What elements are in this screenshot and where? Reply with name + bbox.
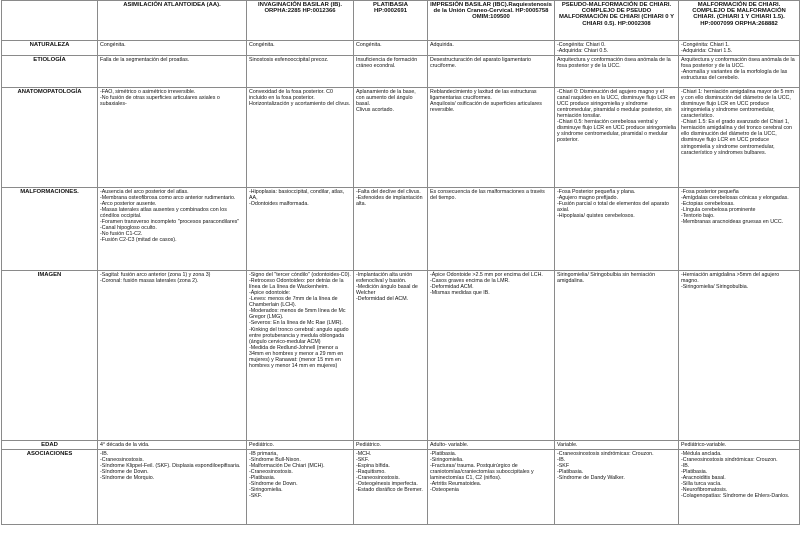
cell-line: -IB primaria, — [249, 451, 278, 458]
cell-line: -Medida de Redlund-Johnell (menor a 34mm en hombres y menor a 29 mm en mujeres) y Ranawat: (menor 15 mm en hombres y menor 14 mm en mujeres) — [249, 344, 344, 369]
cell-line: -Neurofibromatosis. — [681, 487, 728, 494]
cell-line: -Falta del declive del clivus. — [356, 189, 421, 196]
cell-line: -Mismas medidas que IB. — [430, 290, 490, 297]
row-label: ASOCIACIONES — [2, 450, 98, 525]
table-cell — [555, 271, 679, 441]
table-cell — [555, 450, 679, 525]
cell-line: -SKF. — [249, 493, 262, 500]
cell-line: Siringomielia/ Siringobulbia sin herniación amigdalina. — [557, 272, 656, 285]
cell-line: -No fusión de otras superficies articulares axiales o subaxiales- — [100, 95, 220, 108]
cell-line: -Canal hipogloso oculto. — [100, 225, 157, 232]
cell-line: -Odontoides malformada. — [249, 201, 309, 208]
cell-line: -Estado disráfico de Bremer. — [356, 487, 423, 494]
row-label: NATURALEZA — [2, 41, 98, 56]
table-cell — [555, 441, 679, 450]
cell-line: -IB. — [681, 463, 690, 470]
row-label: ETIOLOGÍA — [2, 56, 98, 88]
row-imagen — [2, 271, 800, 441]
row-edad — [2, 441, 800, 450]
cell-line: Variable. — [557, 442, 578, 449]
table-cell — [428, 450, 555, 525]
table-cell — [354, 441, 428, 450]
table-cell — [98, 450, 247, 525]
cell-line: -Chiari 0.5: herniación cerebelosa ventral y disminuye flujo LCR en UCC produce siringomielia y síndrome centromedular, piramidal o medular posterior. — [557, 119, 676, 144]
cell-line: -Malformación De Chiari (MCH). — [249, 463, 325, 470]
cell-line: Adquirida. — [430, 42, 454, 48]
cell-line: Anquilosis/ osificación de superficies articulares reversible. — [430, 101, 542, 114]
cell-line: -Coronal: fusión masas laterales (zona 2). — [100, 278, 199, 285]
row-naturaleza — [2, 41, 800, 56]
cell-line: Adulto- variable. — [430, 442, 469, 449]
table-cell — [679, 88, 800, 188]
cell-line: -Siringomielia/ Siringobulbia. — [681, 284, 749, 291]
table-cell — [247, 441, 354, 450]
row-malformaciones — [2, 188, 800, 271]
table-cell — [555, 188, 679, 271]
cell-line: -Agujero magno prefijado. — [557, 195, 618, 202]
table-cell — [679, 56, 800, 88]
table-cell — [428, 88, 555, 188]
row-etiologia — [2, 56, 800, 88]
cell-line: -Retroceso Odontoideo: por detrás de la línea de La línea de Wackenheim. — [249, 278, 344, 291]
cell-line: -Fusión C2-C3 (mitad de casos). — [100, 237, 177, 244]
cell-line: -Ápice Odontoide >2.5 mm por encima del LCH. — [430, 272, 543, 279]
header-col-pseudo-chiari: PSEUDO-MALFORMACIÓN DE CHIARI. COMPLEJO DE PSEUDO MALFORMACIÓN DE CHIARI (CHIARI 0 Y CHIARI 0.5). HP:0002308 — [555, 1, 679, 41]
cell-line: -Membrana osteofibrosa como arco anterior rudimentario. — [100, 195, 236, 202]
cell-line: -Implantación alta unión esfenoclival y basión. — [356, 272, 413, 285]
header-col-ib: INVAGINACIÓN BASILAR (IB). ORPHA:2285 HP:0012366 — [247, 1, 354, 41]
cell-line: 4° década de la vida. — [100, 442, 150, 449]
header-corner — [2, 1, 98, 41]
cell-line: -Raquitismo. — [356, 469, 386, 476]
cell-line: Pediátrico-variable. — [681, 442, 727, 449]
cell-line: -Colagenopatías: Síndrome de Ehlers-Danlos. — [681, 493, 790, 500]
cell-line: Arquitectura y conformación ósea anómala de la fosa posterior y de la UCC. — [681, 57, 795, 70]
cell-line: -IB. — [557, 457, 566, 464]
cell-line: -Adquirida: Chiari 1.5. — [681, 48, 733, 55]
cell-line: Aplanamiento de la base, con aumento del ángulo basal. — [356, 89, 416, 108]
cell-line: -Artritis Reumatoidea. — [430, 481, 482, 488]
cell-line: -Platibasia. — [681, 469, 708, 476]
cell-line: -Signo del "tercer cóndilo" (odontoides-C0). — [249, 272, 351, 279]
cell-line: -FAO, simétrico o asimétrico irreversible. — [100, 89, 196, 96]
row-anatomopatologia — [2, 88, 800, 188]
cell-line: -Craneosinostosis sindrómicas: Crouzon. — [681, 457, 778, 464]
cell-line: -Médula anclada. — [681, 451, 722, 458]
cell-line: -Membranas aracnoideas gruesas en UCC. — [681, 219, 784, 226]
cell-line: Horizontalización y acortamiento del clivus. — [249, 101, 351, 108]
table-cell — [247, 56, 354, 88]
cell-line: Falla de la segmentación del proatlas. — [100, 57, 190, 64]
table-cell — [98, 56, 247, 88]
cell-line: -Tentorio bajo. — [681, 213, 715, 220]
cell-line: -Craneosinostosis. — [100, 457, 144, 464]
cell-line: -Casos graves encima de la LMR. — [430, 278, 510, 285]
table-cell — [354, 41, 428, 56]
table-cell — [555, 88, 679, 188]
cell-line: Sinostosis esfenooccipital precoz. — [249, 57, 329, 64]
cell-line: -Osteogénesis imperfecta. — [356, 481, 418, 488]
header-row — [2, 1, 800, 41]
table-cell — [428, 271, 555, 441]
cell-line: -Fusión parcial o total de elementos del aparato axial. — [557, 201, 669, 214]
cell-line: Es consecuencia de las malformaciones a través del tiempo. — [430, 189, 545, 202]
table-cell — [428, 41, 555, 56]
header-col-platibasia: PLATIBASIA HP:0002691 — [354, 1, 428, 41]
cell-line: -Síndrome de Morquio. — [100, 475, 155, 482]
cell-line: -Ectopias cerebelosas. — [681, 201, 735, 208]
row-label: MALFORMACIONES. — [2, 188, 98, 271]
cell-line: -SKF. — [356, 457, 369, 464]
table-cell — [679, 271, 800, 441]
cell-line: Reblandecimiento y laxitud de las estructuras ligamentarias cruciformes. — [430, 89, 537, 102]
header-col-ibc: IMPRESIÓN BASILAR (IBC).Raquiestenosis de la Unión Craneo-Cervical. HP:0005758 OMIM:109500 — [428, 1, 555, 41]
table-cell — [247, 188, 354, 271]
cell-line: -Siringomielia. — [249, 487, 283, 494]
table-cell — [428, 188, 555, 271]
table-cell — [98, 441, 247, 450]
cell-line: -Amígdalas cerebelosas cónicas y elongadas. — [681, 195, 789, 202]
cell-line: Convexidad de la fosa posterior. C0 incluido en la fosa posterior. — [249, 89, 333, 102]
cell-line: -Osteopenia — [430, 487, 459, 494]
cell-line: -Chiari 1: herniación amigdalina mayor de 5 mm y con ello disminución del diámetro de la UCC, disminuye flujo LCR en UCC produce siringomielia y síndrome centromedular, característico. — [681, 89, 794, 120]
cell-line: -Ausencia del arco posterior del atlas. — [100, 189, 189, 196]
cell-line: -Leves: menos de 7mm de la línea de Chamberlain (LCH). — [249, 296, 338, 309]
table-cell — [555, 41, 679, 56]
table-cell — [354, 56, 428, 88]
cell-line: -Fosa posterior pequeña — [681, 189, 739, 196]
cell-line: -Arco posterior ausente. — [100, 201, 157, 208]
row-label: IMAGEN — [2, 271, 98, 441]
cell-line: -Platibasia. — [430, 451, 457, 458]
header-col-chiari: MALFORMACIÓN DE CHIARI. COMPLEJO DE MALFORMACIÓN CHIARI. (CHIARI 1 Y CHIARI 1.5). HP:0007099 ORPHA:268882 — [679, 1, 800, 41]
cell-line: Desestructuración del aparato ligamentario cruciforme. — [430, 57, 531, 70]
cell-line: -Síndrome Klippel-Feil. (SKF). Displasia espondiloepifisaria. — [100, 463, 241, 470]
row-asociaciones — [2, 450, 800, 525]
cell-line: -Síndrome Bull-Nixon. — [249, 457, 301, 464]
cell-line: -Medición ángulo basal de Welcher — [356, 284, 418, 297]
cell-line: Congénita. — [249, 42, 275, 48]
cell-line: -Chiari 1.5: Es el grado avanzado del Chiari 1, herniación amigdalina y del tronco cerebral con ello disminución del diámetro de la UCC, disminuye flujo LCR en UCC produce siringomielia y síndrome centromedular, característico y síndromes bulbares. — [681, 119, 793, 156]
cell-line: -Congénita: Chiari 0. — [557, 42, 606, 48]
cell-line: -Platibasia. — [557, 469, 584, 476]
cell-line: Insuficiencia de formación cráneo econdral. — [356, 57, 418, 70]
table-cell — [98, 88, 247, 188]
cell-line: -MCH. — [356, 451, 372, 458]
table-cell — [354, 188, 428, 271]
table-cell — [247, 88, 354, 188]
table-cell — [679, 41, 800, 56]
cell-line: -Platibasia. — [249, 475, 276, 482]
cell-line: -Craneosinostosis. — [249, 469, 293, 476]
cell-line: -Língula cerebelosa prominente — [681, 207, 756, 214]
cell-line: -Fracturas/ trauma. Postquirúrgico de craniotomías/craniectomías suboccipitales y laminectomías C1, C2 (niños). — [430, 463, 534, 482]
table-cell — [679, 188, 800, 271]
cell-line: Congénita. — [356, 42, 382, 48]
cell-line: -Silla turca vacía. — [681, 481, 722, 488]
table-cell — [555, 56, 679, 88]
table-cell — [354, 88, 428, 188]
cell-line: -Adquirida: Chiari 0.5. — [557, 48, 609, 55]
cell-line: -Síndrome de Dandy Walker. — [557, 475, 625, 482]
cell-line: -Hipoplasia/ quistes cerebelosos. — [557, 213, 635, 220]
cell-line: -Herniación amigdalina >5mm del agujero magno. — [681, 272, 780, 285]
cell-line: -Foramen transverso incompleto "procesos paracondilares" — [100, 219, 240, 226]
table-cell — [98, 41, 247, 56]
cell-line: -SKF — [557, 463, 570, 470]
table-cell — [247, 450, 354, 525]
cell-line: -Ápice odontoide: — [249, 290, 291, 297]
cell-line: Pediátrico. — [356, 442, 382, 449]
cell-line: -Congénita: Chiari 1. — [681, 42, 730, 48]
cell-line: -Anomalía y variantes de la morfología de las estructuras del cerebelo. — [681, 69, 788, 82]
cell-line: Congénita. — [100, 42, 126, 48]
cell-line: -Severos: En la línea de Mc Rae (LMR). — [249, 320, 343, 327]
table-cell — [428, 56, 555, 88]
cell-line: -Masas laterales atlas ausentes y combinados con los cóndilos occipital. — [100, 207, 227, 220]
cell-line: -Esfenoides de implantación alta. — [356, 195, 423, 208]
cell-line: -Craneosinostosis. — [356, 475, 400, 482]
row-label: ANATOMOPATOLOGÍA — [2, 88, 98, 188]
cell-line: -Sagital: fusión arco anterior (zona 1) y zona 3) — [100, 272, 211, 279]
cell-line: -Hipoplasia: basioccipital, condilar, atlas, AA, — [249, 189, 345, 202]
cell-line: -IB. — [100, 451, 109, 458]
cell-line: -Chiari 0: Disminución del agujero magno y el canal raquídeo en la UCC, disminuye flujo LCR en UCC produce siringomielia y síndrome centromedular, piramidal o medular posterior, sin herniación tonsilar. — [557, 89, 676, 120]
cell-line: Arquitectura y conformación ósea anómala de la fosa posterior y de la UCC. — [557, 57, 671, 70]
cell-line: -Moderados: menos de 5mm línea de Mc Gregor (LMG). — [249, 308, 346, 321]
cell-line: -Siringomielia. — [430, 457, 464, 464]
cell-line: -No fusión C1-C2. — [100, 231, 143, 238]
cell-line: -Fosa Posterior pequeña y plana. — [557, 189, 636, 196]
cell-line: -Espina bífida. — [356, 463, 390, 470]
table-cell — [98, 271, 247, 441]
table-cell — [247, 41, 354, 56]
table-cell — [679, 441, 800, 450]
cell-line: -Kinking del tronco cerebral: angulo agudo entre protuberancia y medula oblongada (ángulo cervico-medular ACM) — [249, 326, 349, 345]
table-cell — [354, 450, 428, 525]
cell-line: -Deformidad del ACM. — [356, 296, 409, 303]
table-cell — [679, 450, 800, 525]
cell-line: -Craneosinostosis sindrómicas: Crouzon. — [557, 451, 654, 458]
cell-line: Clivus acortado. — [356, 107, 394, 114]
comparison-table — [1, 0, 800, 525]
cell-line: -Aracnoiditis basal. — [681, 475, 726, 482]
cell-line: -Deformidad ACM. — [430, 284, 474, 291]
cell-line: -Síndrome de Down. — [249, 481, 298, 488]
table-cell — [428, 441, 555, 450]
table-cell — [354, 271, 428, 441]
table-cell — [247, 271, 354, 441]
cell-line: -Síndrome de Down. — [100, 469, 149, 476]
cell-line: Pediátrico. — [249, 442, 275, 449]
table-cell — [98, 188, 247, 271]
header-col-aa: ASIMILACIÓN ATLANTOIDEA (AA). — [98, 1, 247, 41]
row-label: EDAD — [2, 441, 98, 450]
